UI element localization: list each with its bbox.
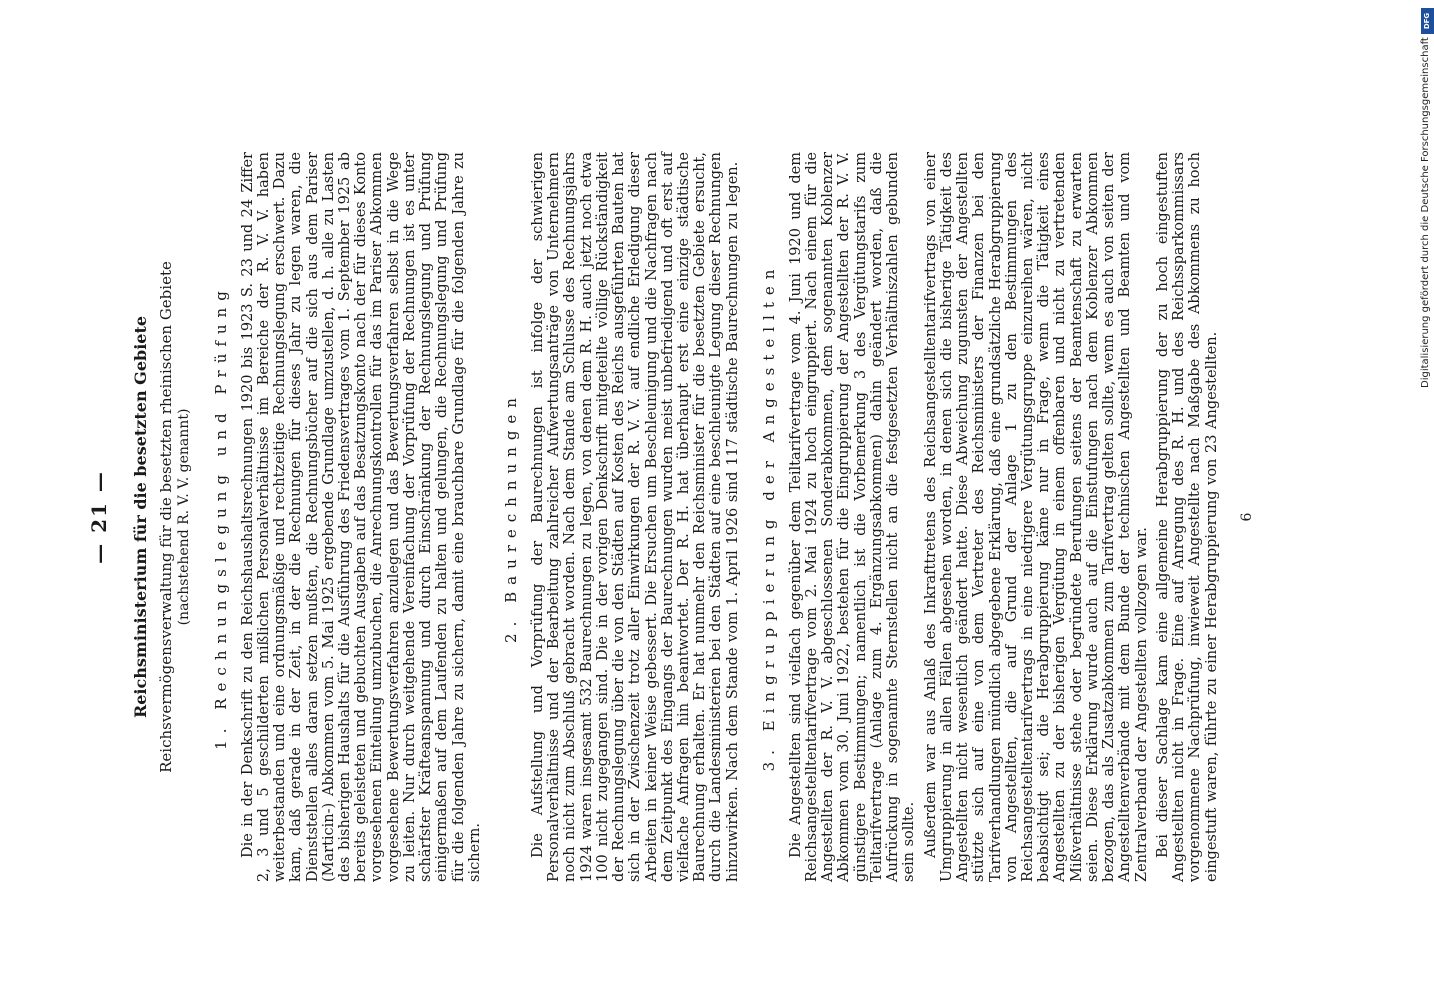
page-title: Reichsministerium für die besetzten Gebiete <box>131 315 151 719</box>
paragraph: Außerdem war aus Anlaß des Inkrafttretens des Reichsangestelltentarifvertrags von einer Umgruppierung in allen Fällen abgesehen worden, in denen sich die bisherige Tätigkeit des Angestellten nicht wesentlich geändert hatte. Diese Abweichung zugunsten der Angestellten stützte sich auf eine von dem Vertreter des Reichsministers der Finanzen bei den Tarifverhandlungen mündlich abgegebene Erklärung, daß eine grundsätzliche Herabgruppierung von Angestellten, die auf Grund der Anlage 1 zu den Bestimmungen des Reichsangestelltentarifvertrags in eine niedrigere Vergütungsgruppe einzureihen wären, nicht beabsichtigt sei; die Herabgruppierung käme nur in Frage, wenn die Tätigkeit eines Angestellten zu der bisherigen Vergütung in einem offenbaren und nicht zu vertretenden Mißverhältnisse stehe oder begründete Berufungen seitens der Beamtenschaft zu erwarten seien. Diese Erklärung wurde auch auf die Einstufungen nach dem Koblenzer Abkommen bezogen, das als Zusatzabkommen zum Tarifvertrag gelten sollte, wenn es auch von seiten der Angestelltenverbände mit dem Bunde der technischen Angestellten und Beamten und vom Zentralverband der Angestellten vollzogen war. <box>922 152 1150 882</box>
paragraph: Die Angestellten sind vielfach gegenüber dem Teiltarifvertrage vom 4. Juni 1920 und dem Reichsangestelltentarifvertrage vom 2. Mai 1924 zu hoch eingruppiert. Nach einem für die Angestellten der R. V. V. abgeschlossenen Sonderabkommen, dem sogenannten Koblenzer Abkommen vom 30. Juni 1922, bestehen für die Eingruppierung der Angestellten der R. V. V. günstigere Bestimmungen; namentlich ist die Vorbemerkung 3 des Vergütungstarifs zum Teiltarifvertrage (Anlage zum 4. Ergänzungsabkommen) dahin geändert worden, daß die Aufrückung in sogenannte Sternstellen nicht an die festgesetzten Verhältniszahlen gebunden sein sollte. <box>787 152 918 882</box>
paragraph: Die in der Denkschrift zu den Reichshaushaltsrechnungen 1920 bis 1923 S. 23 und 24 Ziffer 2, 3 und 5 geschilderten mißlichen Personalverhältnisse im Bereiche der R. V. V. haben weiterbestanden und eine ordnungsmäßige und rechtzeitige Rechnungslegung erschwert. Dazu kam, daß gerade in der Zeit, in der die Rechnungen für dieses Jahr zu legen waren, die Dienststellen alles daran setzen mußten, die Rechnungsbücher auf die sich aus dem Pariser (Marticin-) Abkommen vom 5. Mai 1925 ergebende Grundlage umzustellen, d. h. alle zu Lasten des bisherigen Haushalts für die Ausführung des Friedensvertrages vom 1. September 1925 ab bereits geleisteten und gebuchten Ausgaben auf das Besatzungskonto nach der für dieses Konto vorgesehenen Einteilung umzubuchen, die Anrechnungskontrollen für das im Pariser Abkommen vorgesehene Bewertungsverfahren anzulegen und das Bewertungsverfahren selbst in die Wege zu leiten. Nur durch weitgehende Vereinfachung der Vorprüfung der Rechnungen ist es unter schärfster Kräfteanspannung und durch Einschränkung der Rechnungslegung und Prüfung einigermaßen auf dem Laufenden zu halten und gelungen, die Rechnungslegung und Prüfung für die folgenden Jahre zu sichern, damit eine brauchbare Grundlage für die folgenden Jahre zu sichern. <box>239 152 483 882</box>
document-body <box>88 152 1255 882</box>
section-rechnungslegung <box>213 152 483 882</box>
section-heading: 1. Rechnungslegung und Prüfung <box>211 284 230 750</box>
page-subtitle: Reichsvermögensverwaltung für die besetzten rheinischen Gebiete <box>157 261 176 773</box>
dfg-logo-text: DFG <box>1423 12 1432 30</box>
paragraph: Die Aufstellung und Vorprüfung der Baurechnungen ist infolge der schwierigen Personalverhältnisse und der Bearbeitung zahlreicher Aufwertungsanträge von Unternehmern noch nicht zum Abschluß gebracht worden. Nach dem Stande am Schlusse des Rechnungsjahrs 1924 waren insgesamt 532 Baurechnungen zu legen, von denen dem R. H. auch jetzt noch etwa 100 nicht zugegangen sind. Die in der vorigen Denkschrift mitgeteilte völlige Rückständigkeit der Rechnungslegung über die von den Städten auf Kosten des Reichs ausgeführten Bauten hat sich in der Zwischenzeit trotz aller Einwirkungen der R. V. V. auf endliche Erledigung dieser Arbeiten in keiner Weise gebessert. Die Ersuchen um Beschleunigung und die Nachfragen nach dem Zeitpunkt des Eingangs der Baurechnungen wurden meist unbefriedigend und oft erst auf vielfache Anfragen hin beantwortet. Der R. H. hat überhaupt erst eine einzige städtische Baurechnung erhalten. Er hat nunmehr den Reichsminister für die besetzten Gebiete ersucht, durch die Landesministerien bei den Städten auf eine beschleunigte Legung dieser Rechnungen hinzuwirken. Nach dem Stande vom 1. April 1926 sind 117 städtische Baurechnungen zu legen. <box>529 152 741 882</box>
digitization-credit <box>1420 8 1434 388</box>
credit-text: Digitalisierung gefördert durch die Deutsche Forschungsgemeinschaft <box>1420 37 1431 388</box>
section-heading: 3. Eingruppierung der Angestellten <box>759 262 778 772</box>
page-number: — 21 — <box>87 470 111 564</box>
section-eingruppierung <box>761 152 1220 882</box>
footer-number: 6 <box>1238 512 1255 522</box>
section-baurechnungen <box>503 152 741 882</box>
page-subtitle-note: (nachstehend R. V. V. genannt) <box>176 408 193 626</box>
section-heading: 2. Baurechnungen <box>502 391 521 643</box>
paragraph: Bei dieser Sachlage kam eine allgemeine Herabgruppierung der zu hoch eingestuften Angestellten nicht in Frage. Eine auf Anregung des R. H. und des Reichssparkommissars vorgenommene Nachprüfung, inwieweit Angestellte nach Maßgabe des Abkommens zu hoch eingestuft waren, führte zu einer Herabgruppierung von 23 Angestellten. <box>1154 152 1220 882</box>
